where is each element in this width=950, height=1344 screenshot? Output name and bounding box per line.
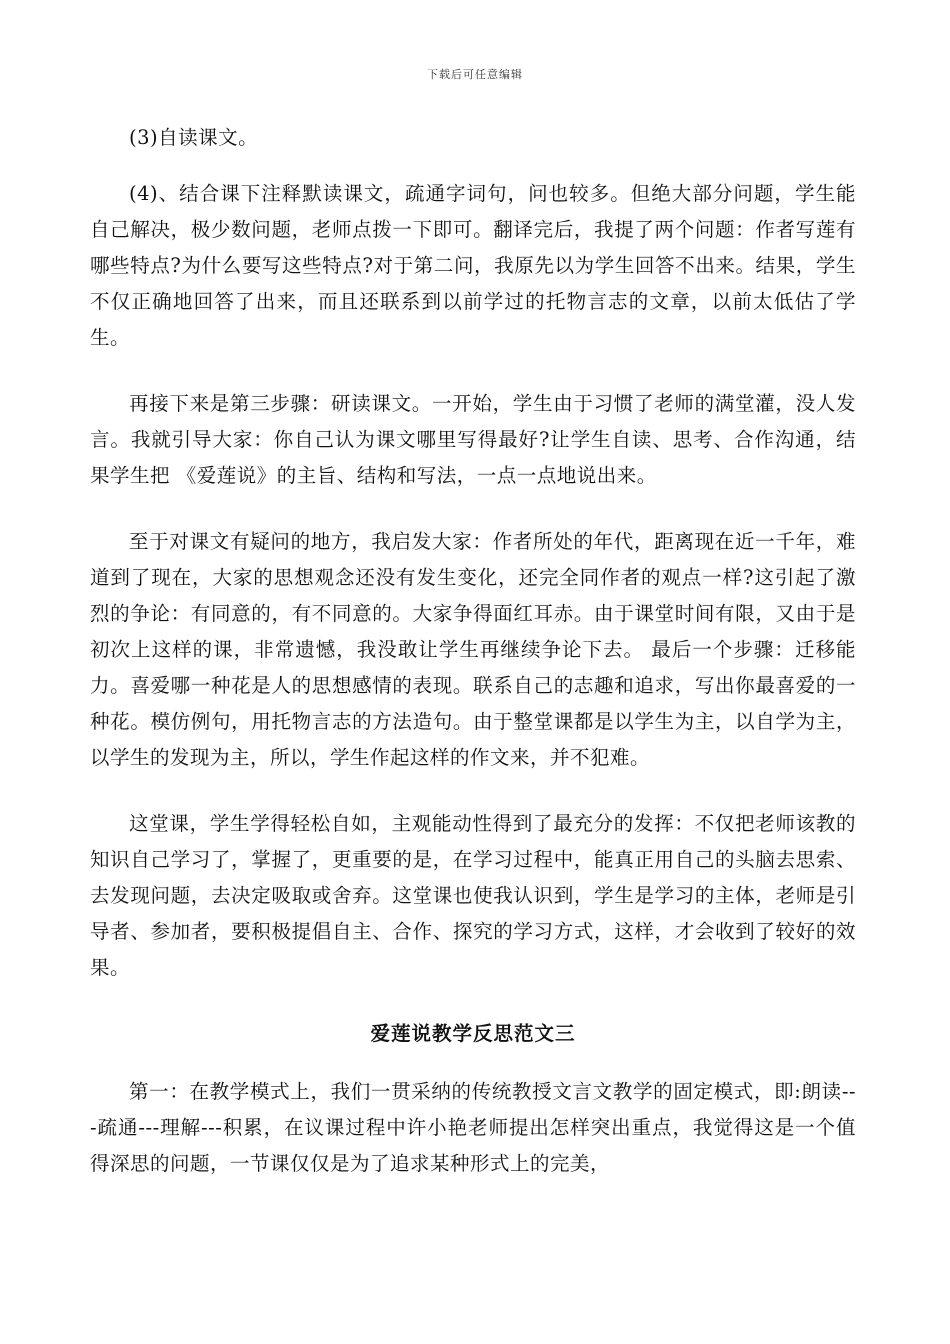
paragraph-5: 这堂课，学生学得轻松自如，主观能动性得到了最充分的发挥：不仅把老师该教的知识自己学习了，掌握了，更重要的是，在学习过程中，能真正用自己的头脑去思索、去发现问题，去决定吸取或舍弃。这堂课也使我认识到，学生是学习的主体，老师是引导者、参加者，要积极提倡自主、合作、探究的学习方式，这样，才会收到了较好的效果。 [90, 812, 856, 979]
paragraph-3: 再接下来是第三步骤：研读课文。一开始，学生由于习惯了老师的满堂灌，没人发言。我就引导大家：你自己认为课文哪里写得最好?让学生自读、思考、合作沟通，结果学生把 《爱莲说》的主旨、结构和写法，一点一点地说出来。 [90, 392, 856, 487]
paragraph-6: 第一：在教学模式上，我们一贯采纳的传统教授文言文教学的固定模式，即:朗读---疏通---理解---积累，在议课过程中许小艳老师提出怎样突出重点，我觉得这是一个值得深思的问题，一节课仅仅是为了追求某种形式上的完美， [90, 1080, 856, 1175]
document-body [90, 120, 856, 1212]
section-title: 爱莲说教学反思范文三 [370, 1022, 576, 1045]
paragraph-1: (3)自读课文。 [129, 126, 259, 149]
header-note: 下载后可任意编辑 [427, 68, 523, 81]
paragraph-4: 至于对课文有疑问的地方，我启发大家：作者所处的年代，距离现在近一千年，难道到了现在，大家的思想观念还没有发生变化，还完全同作者的观点一样?这引起了激烈的争论：有同意的，有不同意的。大家争得面红耳赤。由于课堂时间有限，又由于是初次上这样的课，非常遗憾，我没敢让学生再继续争论下去。 最后一个步骤：迁移能力。喜爱哪一种花是人的思想感情的表现。联系自己的志趣和追求，写出你最喜爱的一种花。模仿例句，用托物言志的方法造句。由于整堂课都是以学生为主，以自学为主，以学生的发现为主，所以，学生作起这样的作文来，并不犯难。 [90, 530, 856, 769]
paragraph-2: (4)、结合课下注释默读课文，疏通字词句，问也较多。但绝大部分问题，学生能自己解决，极少数问题，老师点拨一下即可。翻译完后，我提了两个问题：作者写莲有哪些特点?为什么要写这些特点?对于第二问，我原先以为学生回答不出来。结果，学生不仅正确地回答了出来，而且还联系到以前学过的托物言志的文章，以前太低估了学生。 [90, 182, 856, 349]
